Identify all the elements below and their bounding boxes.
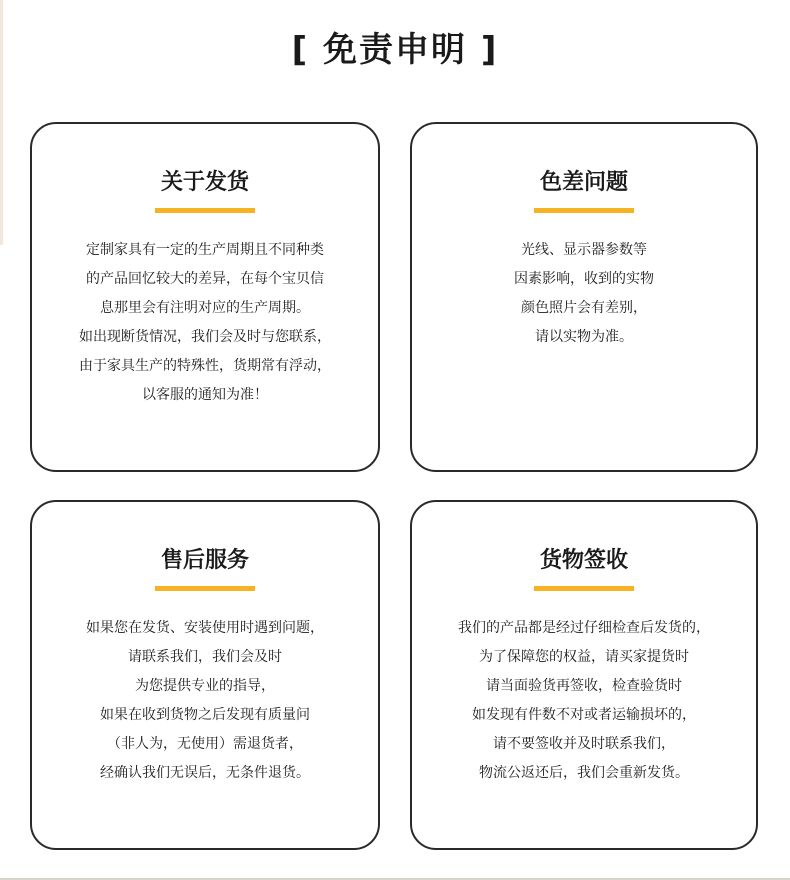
title-underline	[155, 586, 255, 591]
text-line: 定制家具有一定的生产周期且不同种类	[86, 242, 324, 258]
text-line: 因素影响，收到的实物	[514, 271, 654, 287]
card-body-color-difference	[412, 236, 756, 352]
text-line: 为您提供专业的指导，	[135, 678, 275, 694]
title-underline	[534, 208, 634, 213]
title-underline	[534, 586, 634, 591]
text-line: 的产品回忆较大的差异，在每个宝贝信	[86, 271, 324, 287]
text-line: 如果您在发货、安装使用时遇到问题，	[86, 620, 324, 636]
text-line: 请不要签收并及时联系我们，	[493, 736, 675, 752]
card-body-goods-receipt	[412, 614, 756, 788]
text-line: 经确认我们无误后，无条件退货。	[100, 765, 310, 781]
text-line: 请当面验货再签收，检查验货时	[486, 678, 682, 694]
text-line: 请以实物为准。	[535, 329, 633, 345]
text-line: 以客服的通知为准！	[142, 387, 268, 403]
card-color-difference	[410, 122, 758, 472]
card-body-shipping	[32, 236, 378, 410]
text-line: 请联系我们，我们会及时	[128, 649, 282, 665]
card-title-goods-receipt: 货物签收	[539, 548, 628, 573]
text-line: 光线、显示器参数等	[521, 242, 647, 258]
card-body-after-sales	[32, 614, 378, 788]
text-line: 如出现断货情况，我们会及时与您联系，	[79, 329, 331, 345]
text-line: 颜色照片会有差别，	[521, 300, 647, 316]
card-goods-receipt	[410, 500, 758, 850]
card-after-sales	[30, 500, 380, 850]
card-title-color-difference: 色差问题	[539, 170, 628, 195]
text-line: 息那里会有注明对应的生产周期。	[100, 300, 310, 316]
text-line: 物流公返还后，我们会重新发货。	[479, 765, 689, 781]
title-underline	[155, 208, 255, 213]
text-line: 如果在收到货物之后发现有质量问	[100, 707, 310, 723]
page-title: [ 免责申明 ]	[291, 30, 499, 70]
text-line: （非人为，无使用）需退货者，	[107, 736, 303, 752]
text-line: 为了保障您的权益，请买家提货时	[479, 649, 689, 665]
card-title-after-sales: 售后服务	[160, 548, 249, 573]
card-title-shipping: 关于发货	[160, 170, 249, 195]
text-line: 我们的产品都是经过仔细检查后发货的，	[458, 620, 710, 636]
text-line: 如发现有件数不对或者运输损坏的，	[472, 707, 696, 723]
card-shipping	[30, 122, 380, 472]
text-line: 由于家具生产的特殊性，货期常有浮动，	[79, 358, 331, 374]
